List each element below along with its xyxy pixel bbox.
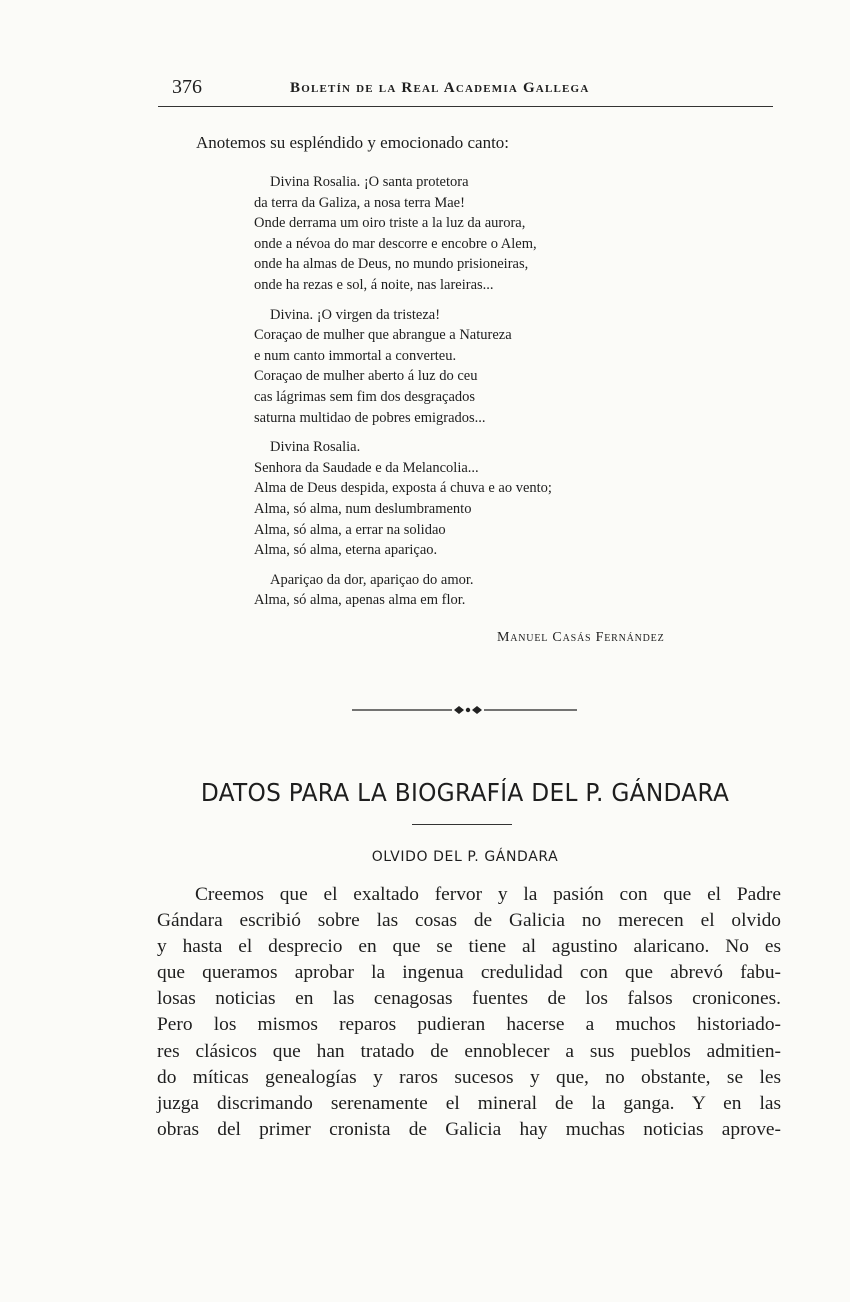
ornamental-divider [352, 702, 577, 718]
article-body [157, 882, 781, 1143]
body-line: obras del primer cronista de Galicia hay muchas noticias aprove- [157, 1118, 781, 1140]
poem-line: Alma, só alma, num deslumbramento [254, 500, 472, 517]
intro-line: Anotemos su espléndido y emocionado canto: [196, 133, 510, 152]
body-line: Pero los mismos reparos pudieran hacerse a muchos historiado- [157, 1014, 781, 1036]
section-heading: OLVIDO DEL P. GÁNDARA [371, 849, 559, 865]
poem-line: Senhora da Saudade e da Melancolia... [254, 459, 479, 476]
author-signature: Manuel Casás Fernández [497, 630, 665, 645]
poem-line: Divina. ¡O virgen da tristeza! [270, 306, 441, 323]
poem-line: Alma, só alma, a errar na solidao [254, 521, 446, 538]
body-line: juzga discrimando serenamente el mineral de la ganga. Y en las [157, 1092, 781, 1114]
poem-line: saturna multidao de pobres emigrados... [254, 409, 486, 426]
poem-line: Coraçao de mulher aberto á luz do ceu [254, 368, 478, 385]
poem-line: onde a névoa do mar descorre e encobre o Alem, [254, 235, 537, 252]
poem-stanza [254, 172, 694, 296]
poem-line: cas lágrimas sem fim dos desgraçados [254, 388, 476, 405]
poem-stanza [254, 570, 694, 611]
poem-line: onde ha rezas e sol, á noite, nas lareiras... [254, 276, 494, 293]
poem-line: Alma de Deus despida, exposta á chuva e ao vento; [254, 480, 552, 497]
article-title: DATOS PARA LA BIOGRAFÍA DEL P. GÁNDARA [200, 778, 730, 807]
poem-line: Alma, só alma, eterna apariçao. [254, 542, 438, 559]
body-line: losas noticias en las cenagosas fuentes de los falsos cronicones. [157, 988, 781, 1010]
body-line: y hasta el desprecio en que se tiene al agustino alaricano. No es [157, 936, 781, 958]
poem-line: Apariçao da dor, apariçao do amor. [270, 571, 474, 588]
body-line: Gándara escribió sobre las cosas de Galicia no merecen el olvido [157, 910, 781, 932]
poem-line: e num canto immortal a converteu. [254, 347, 457, 364]
poem-line: Divina Rosalia. ¡O santa protetora [270, 174, 469, 190]
poem [254, 172, 694, 620]
running-title: Boletín de la Real Academia Gallega [290, 80, 590, 96]
poem-line: Coraçao de mulher que abrangue a Natureza [254, 327, 512, 344]
title-rule [412, 824, 512, 825]
body-line: que queramos aprobar la ingenua credulidad con que abrevó fabu- [157, 962, 781, 984]
body-line: do míticas genealogías y raros sucesos y que, no obstante, se les [157, 1066, 781, 1088]
poem-line: Divina Rosalia. [270, 439, 361, 456]
body-line: res clásicos que han tratado de ennoblecer a sus pueblos admitien- [157, 1040, 781, 1062]
poem-line: Alma, só alma, apenas alma em flor. [254, 592, 466, 609]
poem-stanza [254, 437, 694, 561]
poem-line: Onde derrama um oiro triste a la luz da aurora, [254, 215, 526, 232]
page-number: 376 [172, 76, 202, 98]
body-line: Creemos que el exaltado fervor y la pasión con que el Padre [195, 884, 781, 905]
poem-line: onde ha almas de Deus, no mundo prisioneiras, [254, 256, 529, 273]
poem-line: da terra da Galiza, a nosa terra Mae! [254, 194, 465, 211]
poem-stanza [254, 305, 694, 429]
header-rule [158, 106, 773, 107]
